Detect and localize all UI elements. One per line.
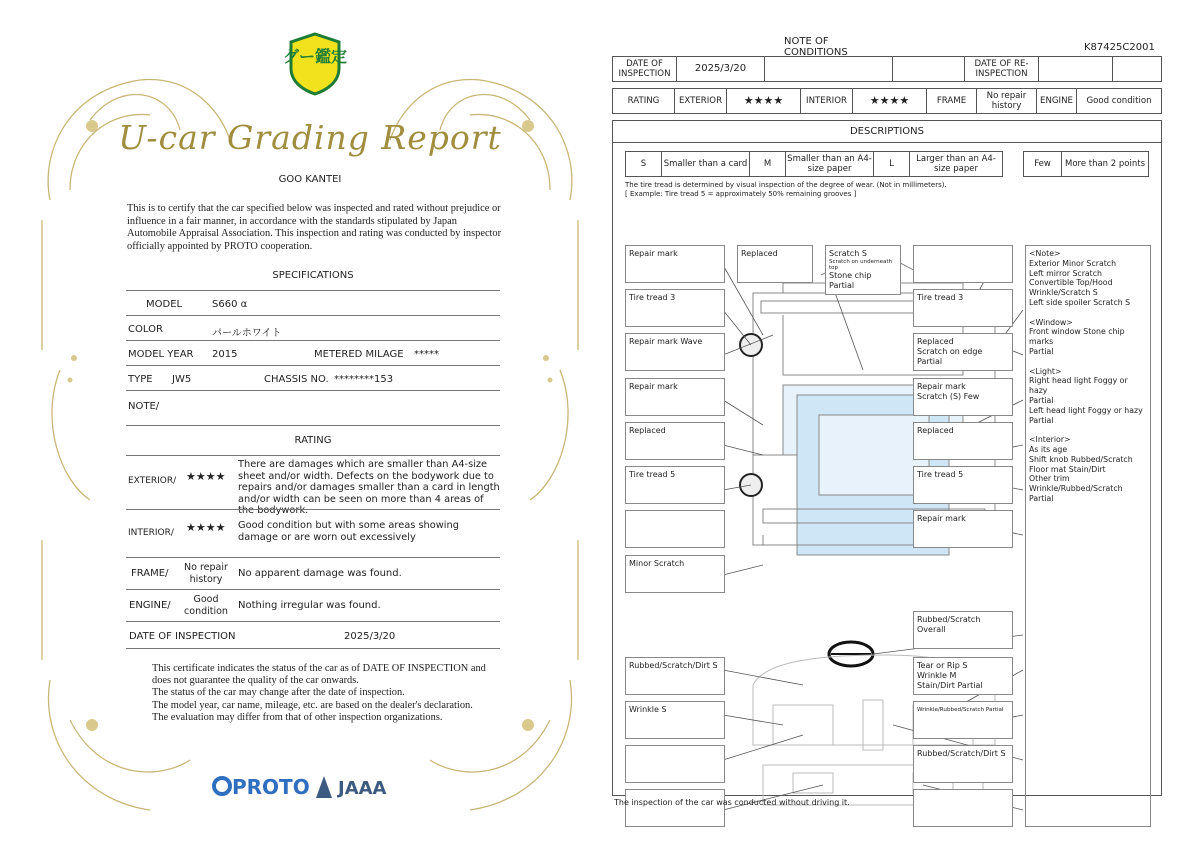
- year-label: MODEL YEAR: [128, 349, 194, 360]
- note-line: Left mirror Scratch: [1029, 268, 1102, 278]
- spec-row-year: [126, 340, 500, 365]
- condition-box: Tire tread 5: [625, 466, 725, 504]
- size-legend: [625, 151, 1003, 177]
- proto-jaaa-logo-icon: [212, 772, 412, 802]
- condition-box: Wrinkle/Rubbed/Scratch Partial: [913, 701, 1013, 739]
- footer-line: The model year, car name, mileage, etc. are based on the dealer's declaration.: [152, 699, 473, 711]
- milage-value: *****: [414, 349, 439, 360]
- note-line: As its age: [1029, 444, 1068, 454]
- type-label: TYPE: [128, 374, 153, 385]
- exterior-label: EXTERIOR: [675, 89, 727, 113]
- grading-report: [30, 20, 590, 828]
- size-text: Smaller than an A4-size paper: [786, 152, 874, 176]
- rating-row-frame: [126, 557, 500, 589]
- condition-box: Rubbed/Scratch/Dirt S: [625, 657, 725, 695]
- condition-box: [625, 789, 725, 827]
- interior-text: Good condition but with some areas showing damage or are worn out excessively: [238, 520, 459, 543]
- note-line: Convertible Top/Hood: [1029, 278, 1113, 288]
- note-line: Left head light Foggy or hazy: [1029, 405, 1143, 415]
- rating-table: [612, 88, 1162, 114]
- doi-label: DATE OF INSPECTION: [613, 57, 677, 81]
- condition-line: Scratch on underneath top: [829, 259, 893, 271]
- spec-row-model: [126, 290, 500, 315]
- rating-heading: RATING: [294, 435, 332, 446]
- doi-value: 2025/3/20: [677, 57, 765, 81]
- reinspection-value: [1039, 57, 1113, 81]
- spec-row-color: [126, 315, 500, 340]
- condition-box: Replaced: [625, 422, 725, 460]
- note-line: Shift knob Rubbed/Scratch: [1029, 454, 1133, 464]
- interior-label: INTERIOR/: [128, 528, 174, 538]
- note-line: Partial: [1029, 415, 1054, 425]
- condition-box: Rubbed/Scratch Overall: [913, 611, 1013, 649]
- rating-row-interior: [126, 509, 500, 557]
- condition-line: Scratch S: [829, 249, 867, 258]
- few-legend: [1023, 151, 1149, 177]
- condition-line: Repair mark: [917, 382, 966, 391]
- footer-line: This certificate indicates the status of the car as of DATE OF INSPECTION and does not guarantee the quality of the car onwards.: [152, 663, 486, 687]
- rating-label: RATING: [613, 89, 675, 113]
- condition-box: Repair mark Wave: [625, 333, 725, 371]
- footer-line: The evaluation may differ from that of other inspection organizations.: [152, 711, 443, 723]
- chassis-label: CHASSIS NO.: [264, 374, 329, 385]
- report-subtitle: GOO KANTEI: [278, 174, 342, 185]
- note-line: [1029, 357, 1147, 367]
- tire-example: [ Example: Tire tread 5 = approximately 50% remaining grooves ]: [625, 190, 857, 198]
- reinspection-label: DATE OF RE-INSPECTION: [965, 57, 1039, 81]
- doi-value: 2025/3/20: [344, 631, 396, 642]
- condition-line: Tear or Rip S: [917, 661, 968, 670]
- exterior-label: EXTERIOR/: [128, 476, 177, 486]
- note-line: Exterior Minor Scratch: [1029, 258, 1117, 268]
- exterior-text: There are damages which are smaller than A4-size sheet and/or width. Defects on the bodywork due to repairs and/or damages smaller than a card in length and/or width can be seen on more than 4 areas of the bodywork.: [238, 459, 500, 516]
- note-line: Other trim: [1029, 474, 1070, 484]
- goo-kantei-badge-icon: [282, 32, 348, 96]
- note-line: Wrinkle/Scratch S: [1029, 288, 1098, 298]
- few-label: Few: [1024, 152, 1062, 176]
- frame-value: No repair history: [184, 562, 228, 585]
- condition-line: Stone chip Partial: [829, 271, 872, 290]
- note-line: [1029, 425, 1147, 435]
- interior-stars: ★★★★: [186, 521, 226, 534]
- logos: [212, 772, 412, 802]
- note-line: <Window>: [1029, 317, 1073, 327]
- size-code: L: [874, 152, 910, 176]
- milage-label: METERED MILAGE: [314, 349, 404, 360]
- frame-text: No apparent damage was found.: [238, 568, 402, 579]
- notes-list: [1025, 245, 1151, 827]
- reinspection-extra: [1113, 57, 1151, 81]
- condition-box: [825, 245, 901, 295]
- type-value: JW5: [172, 374, 192, 385]
- few-text: More than 2 points: [1064, 159, 1145, 169]
- condition-box: Wrinkle S: [625, 701, 725, 739]
- condition-box: [913, 245, 1013, 283]
- condition-box: [913, 378, 1013, 416]
- color-label: COLOR: [128, 324, 163, 335]
- note-line: Partial: [1029, 395, 1054, 405]
- descriptions-panel: [612, 120, 1162, 796]
- doi-label: DATE OF INSPECTION: [129, 631, 236, 642]
- spec-row-note: [126, 390, 500, 425]
- model-label: MODEL: [146, 299, 183, 310]
- rating-row-doi: [126, 621, 500, 649]
- year-value: 2015: [212, 349, 238, 360]
- note-label: NOTE/: [128, 401, 160, 412]
- condition-line: Stain/Dirt Partial: [917, 681, 983, 690]
- condition-box: [913, 333, 1013, 371]
- doi-empty: [765, 57, 893, 81]
- size-code: S: [626, 152, 662, 176]
- note-line: <Light>: [1029, 366, 1062, 376]
- note-of-conditions: [612, 36, 1164, 816]
- condition-box: [625, 745, 725, 783]
- inspection-date-table: [612, 56, 1162, 82]
- exterior-stars: ★★★★: [186, 470, 226, 483]
- proto-logo-text: PROTO: [232, 775, 310, 799]
- frame-label: FRAME/: [131, 568, 169, 579]
- note-line: Left side spoiler Scratch S: [1029, 297, 1131, 307]
- note-line: Partial: [1029, 346, 1054, 356]
- note-line: [1029, 308, 1147, 318]
- condition-line: Wrinkle M: [917, 671, 957, 680]
- certificate-text: This is to certify that the car specified below was inspected and rated without prejudice or influence in a fair manner, in accordance with the standards stipulated by Japan Automobile Appraisal Association. This inspection and rating was conducted by inspector officially appointed by PROTO cooperation.: [127, 203, 502, 252]
- frame-label: FRAME: [927, 89, 977, 113]
- condition-box: Replaced: [913, 422, 1013, 460]
- noc-heading: NOTE OF CONDITIONS: [784, 36, 848, 58]
- specifications-heading: SPECIFICATIONS: [272, 270, 354, 281]
- size-text: Smaller than a card: [662, 152, 750, 176]
- engine-value: Good condition: [1086, 96, 1152, 106]
- note-line: Front window Stone chip marks: [1029, 327, 1125, 347]
- engine-text: Nothing irregular was found.: [238, 600, 381, 611]
- frame-value: No repair history: [977, 89, 1037, 113]
- note-line: Right head light Foggy or hazy: [1029, 376, 1128, 396]
- color-value: パールホワイト: [212, 328, 282, 339]
- descriptions-heading: DESCRIPTIONS: [613, 121, 1161, 143]
- note-line: <Note>: [1029, 249, 1061, 258]
- engine-value: Good condition: [184, 594, 228, 617]
- condition-box: Repair mark: [625, 245, 725, 283]
- condition-line: Scratch on edge Partial: [917, 347, 983, 366]
- model-value: S660 α: [212, 299, 248, 310]
- size-text: Larger than an A4-size paper: [916, 154, 996, 174]
- size-code: M: [750, 152, 786, 176]
- condition-box: Tire tread 3: [913, 289, 1013, 327]
- condition-box: Tire tread 3: [625, 289, 725, 327]
- condition-box: [913, 789, 1013, 827]
- condition-box: Replaced: [737, 245, 813, 283]
- condition-box: Tire tread 5: [913, 466, 1013, 504]
- note-line: Partial: [1029, 493, 1054, 503]
- condition-box: [913, 657, 1013, 695]
- rating-row-engine: [126, 589, 500, 621]
- condition-line: Replaced: [917, 337, 954, 346]
- bottom-note: The inspection of the car was conducted without driving it.: [614, 798, 850, 807]
- engine-label: ENGINE: [1037, 89, 1077, 113]
- interior-label: INTERIOR: [801, 89, 853, 113]
- badge-text: グー鑑定: [282, 47, 348, 66]
- doc-number: K87425C2001: [1084, 42, 1155, 53]
- report-title: U-car Grading Report: [118, 118, 502, 157]
- note-line: <Interior>: [1029, 435, 1071, 445]
- note-line: Floor mat Stain/Dirt: [1029, 464, 1106, 474]
- jaaa-logo-text: JAAA: [338, 778, 387, 799]
- rating-row-exterior: [126, 455, 500, 516]
- rating-heading-row: [126, 425, 500, 455]
- footer-line: The status of the car may change after the date of inspection.: [152, 687, 405, 699]
- condition-box: Minor Scratch: [625, 555, 725, 593]
- tire-note: The tire tread is determined by visual inspection of the degree of wear. (Not in millimeters).: [625, 181, 947, 189]
- doi-empty: [893, 57, 965, 81]
- engine-label: ENGINE/: [129, 600, 171, 611]
- spec-row-type: [126, 365, 500, 390]
- condition-box: [625, 510, 725, 548]
- condition-box: Rubbed/Scratch/Dirt S: [913, 745, 1013, 783]
- condition-box: Repair mark: [625, 378, 725, 416]
- chassis-value: ********153: [334, 374, 394, 385]
- exterior-stars: ★★★★: [727, 89, 801, 113]
- condition-box: Repair mark: [913, 510, 1013, 548]
- condition-line: Scratch (S) Few: [917, 392, 980, 401]
- certificate-footer: [152, 663, 492, 724]
- interior-stars: ★★★★: [853, 89, 927, 113]
- note-line: Wrinkle/Rubbed/Scratch: [1029, 484, 1123, 494]
